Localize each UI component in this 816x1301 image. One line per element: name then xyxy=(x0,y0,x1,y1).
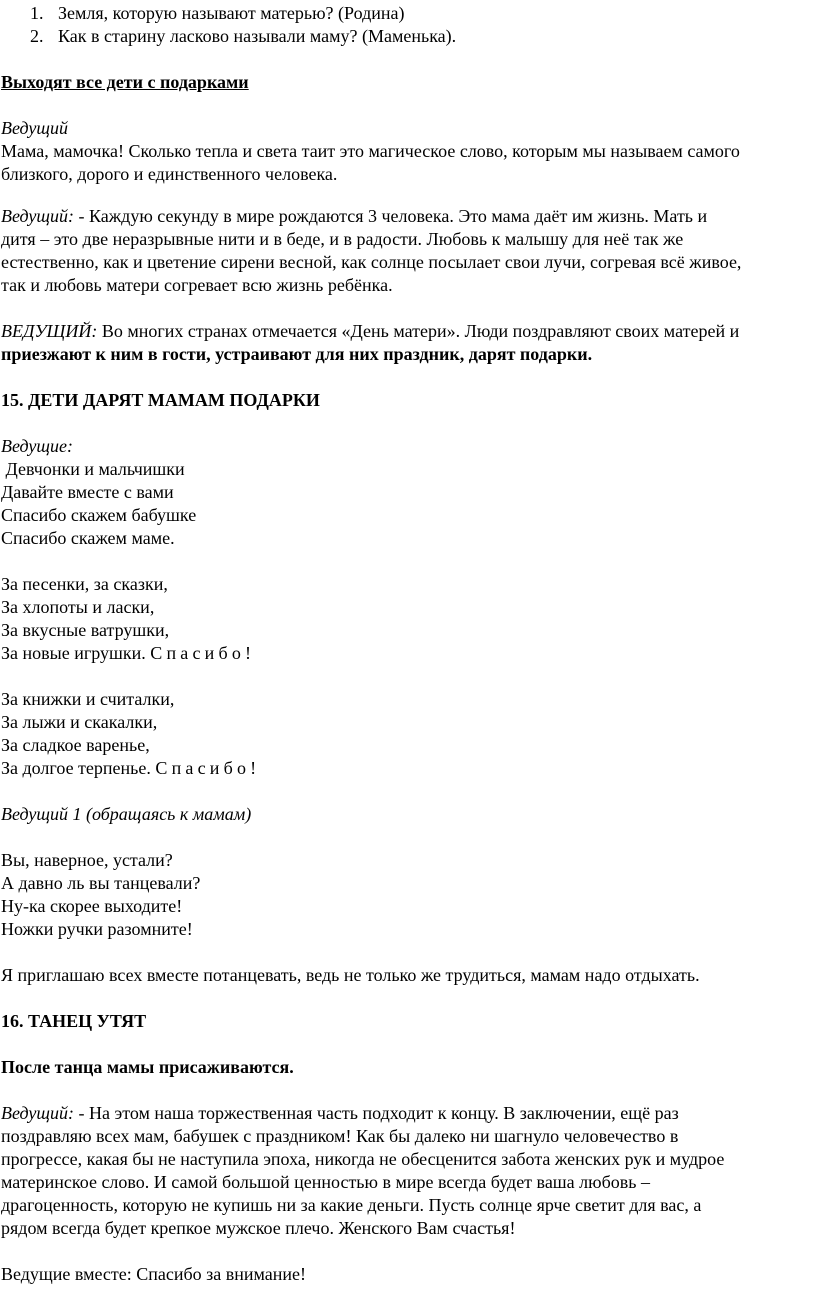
paragraph-line xyxy=(1,1102,679,1125)
paragraph-line: поздравляю всех мам, бабушек с праздником! Как бы далеко ни шагнуло человечество в xyxy=(1,1126,679,1146)
poem-line: Спасибо скажем маме. xyxy=(1,528,175,548)
spaced-thanks: Спасибо! xyxy=(155,758,261,778)
spaced-thanks: Спасибо! xyxy=(150,643,256,663)
poem-line: Ну-ка скорее выходите! xyxy=(1,896,183,916)
paragraph-text: - На этом наша торжественная часть подходит к концу. В заключении, ещё раз xyxy=(73,1103,679,1123)
list-number: 2. xyxy=(30,26,44,46)
paragraph-line: так и любовь матери согревает всю жизнь ребёнка. xyxy=(1,275,393,295)
poem-line: Девчонки и мальчишки xyxy=(1,459,185,479)
poem-text: За новые игрушки. xyxy=(1,643,151,663)
paragraph-line: рядом всегда будет крепкое мужское плечо. Женского Вам счастья! xyxy=(1,1218,516,1238)
section-heading: 15. ДЕТИ ДАРЯТ МАМАМ ПОДАРКИ xyxy=(1,390,320,410)
poem-line: А давно ль вы танцевали? xyxy=(1,873,201,893)
speaker-label: Ведущий: xyxy=(1,1103,74,1123)
paragraph-text: - Каждую секунду в мире рождаются 3 человека. Это мама даёт им жизнь. Мать и xyxy=(73,206,708,226)
poem-line: Давайте вместе с вами xyxy=(1,482,174,502)
poem-line: Вы, наверное, устали? xyxy=(1,850,173,870)
speaker-label: Ведущий: xyxy=(1,206,74,226)
paragraph-line xyxy=(1,205,707,228)
speaker-label: Ведущий xyxy=(1,118,68,138)
poem-line: За хлопоты и ласки, xyxy=(1,597,155,617)
poem-text: За долгое терпенье. xyxy=(1,758,156,778)
poem-line xyxy=(1,757,260,780)
closing-line: Ведущие вместе: Спасибо за внимание! xyxy=(1,1264,307,1284)
paragraph-line: дитя – это две неразрывные нити и в беде, и в радости. Любовь к малышу для неё так же xyxy=(1,229,684,249)
paragraph-line: материнское слово. И самой большой ценностью в мире всегда будет ваша любовь – xyxy=(1,1172,650,1192)
list-number: 1. xyxy=(30,3,44,23)
paragraph-line: драгоценность, которую не купишь ни за какие деньги. Пусть солнце ярче светит для вас, а xyxy=(1,1195,702,1215)
poem-line: Спасибо скажем бабушке xyxy=(1,505,197,525)
section-heading: 16. ТАНЕЦ УТЯТ xyxy=(1,1011,147,1031)
poem-line: За вкусные ватрушки, xyxy=(1,620,170,640)
stage-direction: После танца мамы присаживаются. xyxy=(1,1057,294,1077)
speaker-label: ВЕДУЩИЙ: xyxy=(1,321,98,341)
paragraph-line: Я приглашаю всех вместе потанцевать, ведь не только же трудиться, мамам надо отдыхать. xyxy=(1,965,700,985)
poem-line: За песенки, за сказки, xyxy=(1,574,168,594)
paragraph-line: близкого, дорого и единственного человека. xyxy=(1,164,338,184)
poem-line xyxy=(1,642,255,665)
paragraph-line: естественно, как и цветение сирени весной, как солнце посылает свои лучи, согревая всё живое, xyxy=(1,252,742,272)
speaker-label: Ведущие: xyxy=(1,436,73,456)
list-item: Как в старину ласково называли маму? (Маменька). xyxy=(58,26,457,46)
paragraph-line-bold: приезжают к ним в гости, устраивают для них праздник, дарят подарки. xyxy=(1,344,593,364)
list-item: Земля, которую называют матерью? (Родина) xyxy=(58,3,405,23)
poem-line: Ножки ручки разомните! xyxy=(1,919,193,939)
poem-line: За лыжи и скакалки, xyxy=(1,712,158,732)
paragraph-line xyxy=(1,320,739,343)
poem-line: За сладкое варенье, xyxy=(1,735,150,755)
poem-line: За книжки и считалки, xyxy=(1,689,175,709)
stage-direction-heading: Выходят все дети с подарками xyxy=(1,72,249,92)
paragraph-line: Мама, мамочка! Сколько тепла и света таит это магическое слово, которым мы называем самого xyxy=(1,141,740,161)
paragraph-text: Во многих странах отмечается «День матери». Люди поздравляют своих матерей и xyxy=(97,321,740,341)
paragraph-line: прогрессе, какая бы не наступила эпоха, никогда не обесценится забота женских рук и мудрое xyxy=(1,1149,725,1169)
speaker-label: Ведущий 1 (обращаясь к мамам) xyxy=(1,804,252,824)
